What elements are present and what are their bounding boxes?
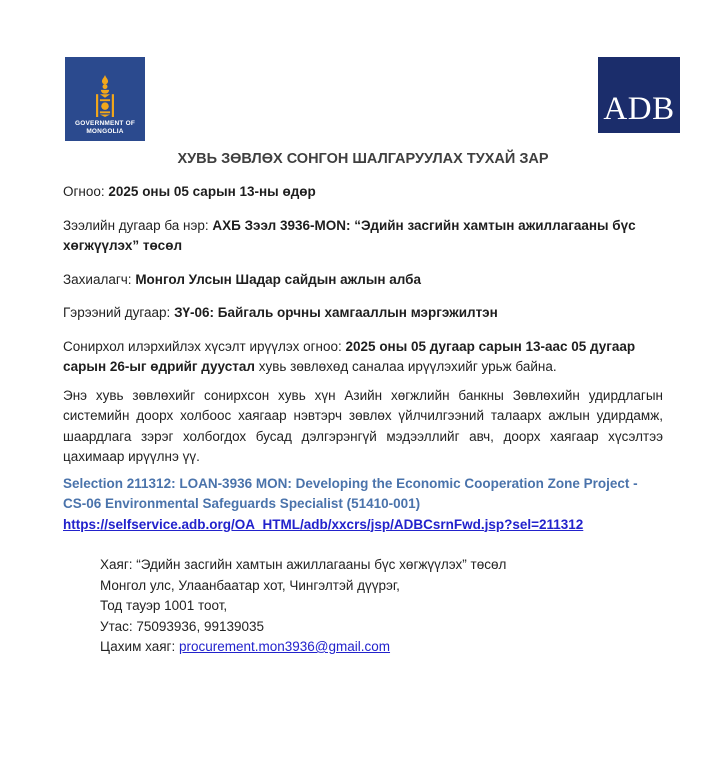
eoi-label: Сонирхол илэрхийлэх хүсэлт ирүүлэх огноо: [63,338,346,354]
loan-value: АХБ Зээл 3936-MON: “Эдийн засгийн хамтын ажиллагааны бүс хөгжүүлэх” төсөл [63,217,636,253]
adb-logo-text: ADB [603,91,675,127]
date-line [63,182,663,203]
document-header [65,57,680,141]
gov-logo-caption [75,120,135,136]
eoi-value: 2025 оны 05 дугаар сарын 13-аас 05 дугаар сарын 26-ыг өдрийг дуустал [63,338,636,374]
email-link[interactable]: procurement.mon3936@gmail.com [178,639,391,654]
loan-line [63,216,663,257]
document-body [0,151,725,658]
date-label: Огноо: [63,184,109,199]
government-of-mongolia-logo [65,57,145,141]
contract-value: ЗҮ-06: Байгаль орчны хамгааллын мэргэжилтэн [174,305,498,320]
selection-block [63,474,663,536]
gov-logo-caption-line1: GOVERNMENT OF [74,120,136,127]
contract-label: Гэрээний дугаар: [63,305,175,320]
address-block [100,555,663,658]
email-label: Цахим хаяг: [100,639,179,654]
adb-logo [598,57,680,133]
eoi-deadline-line [63,337,663,378]
selection-url-link[interactable]: https://selfservice.adb.org/OA_HTML/adb/xxcrs/jsp/ADBCsrnFwd.jsp?sel=211312 [63,516,584,532]
client-line [63,270,663,291]
soyombo-icon [92,75,118,117]
date-value: 2025 оны 05 сарын 13-ны өдөр [108,184,316,199]
loan-label: Зээлийн дугаар ба нэр: [63,217,213,233]
contract-line [63,303,663,324]
instructions-paragraph: Энэ хувь зөвлөхийг сонирхсон хувь хүн Азийн хөгжлийн банкны Зөвлөхийн удирдлагын системийн доорх холбоос хаягаар нэвтэрч зөвлөх үйлчилгээний талаарх ажлын удирдамж, шаардлага зэрэг холбогдох бусад дэлгэрэнгүй мэдээллийг авч, доорх хаягаар хүсэлтээ цахимаар ирүүлнэ үү. [63,387,663,464]
address-line-project: Хаяг: “Эдийн засгийн хамтын ажиллагааны бүс хөгжүүлэх” төсөл [100,557,507,572]
client-value: Монгол Улсын Шадар сайдын ажлын алба [135,271,422,287]
address-line-city: Монгол улс, Улаанбаатар хот, Чингэлтэй дүүрэг, [100,577,400,593]
phone-value: 75093936, 99139035 [136,618,265,634]
phone-line [100,617,663,638]
selection-heading: Selection 211312: LOAN-3936 MON: Developing the Economic Cooperation Zone Project - CS-06 Environmental Safeguards Specialist (51410-001) [63,475,638,511]
client-label: Захиалагч: [63,271,136,287]
gov-logo-caption-line2: MONGOLIA [86,128,124,135]
address-line-building: Тод тауэр 1001 тоот, [100,598,228,613]
eoi-suffix: хувь зөвлөхөд саналаа ирүүлэхийг урьж байна. [254,359,557,374]
page-title: ХУВЬ ЗӨВЛӨХ СОНГОН ШАЛГАРУУЛАХ ТУХАЙ ЗАР [177,151,549,167]
email-line [100,637,663,658]
phone-label: Утас: [100,618,137,634]
